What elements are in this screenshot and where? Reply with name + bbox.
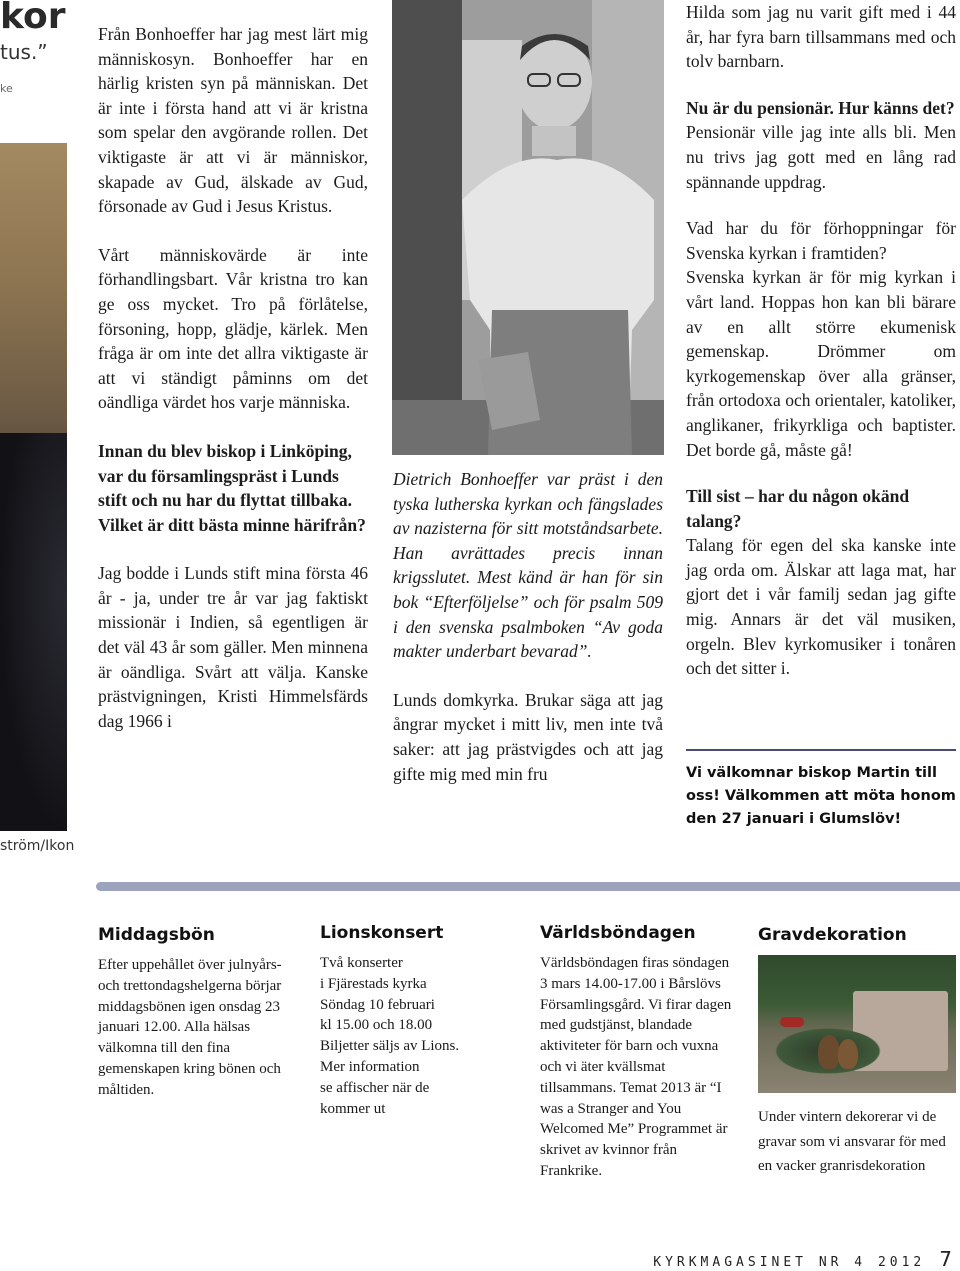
interview-question: Innan du blev biskop i Linköping, var du församlingspräst i Lunds stift och nu har du flyttat tillbaka. Vilket är ditt bästa minne härifrån? <box>98 440 366 535</box>
notice-title: Världsböndagen <box>540 923 696 943</box>
cropped-quote: tus.” <box>0 40 48 64</box>
notice-line: Mer information <box>320 1058 420 1075</box>
notice-text <box>320 953 520 1119</box>
section-separator-bar <box>96 882 960 891</box>
notice-text: Efter uppehållet över julnyårs- och trettondagshelgerna börjar middagsbönen igen onsdag 23 januari 12.00. Alla hälsas välkomna till den fina gemenskapen kring bönen och måltiden. <box>98 957 282 1098</box>
article-column-3 <box>686 0 956 681</box>
notice-line: kommer ut <box>320 1100 386 1117</box>
magazine-issue: KYRKMAGASINET NR 4 2012 <box>653 1255 926 1270</box>
notice-line: se affischer när de <box>320 1079 430 1096</box>
grave-decoration-photo <box>758 955 956 1093</box>
notice-line: kl 15.00 och 18.00 <box>320 1017 433 1034</box>
paragraph: Från Bonhoeffer har jag mest lärt mig människosyn. Bonhoeffer har en härlig kristen syn på människan. Det är inte i första hand att vi är kristna som spelar den avgörande rollen. Det viktigaste är att vi är människor, skapade av Gud, älskade av Gud, försonade av Gud i Jesus Kristus. <box>98 24 368 217</box>
paragraph: Hilda som jag nu varit gift med i 44 år, har fyra barn tillsammans med och tolv barnbarn. <box>686 2 956 72</box>
notice-text: Under vintern dekorerar vi de gravar som vi ansvarar för med en vacker granrisdekoration <box>758 1109 946 1174</box>
divider <box>686 749 956 751</box>
notice-line: Söndag 10 februari <box>320 996 435 1013</box>
interview-question: Till sist – har du någon okänd talang? <box>686 486 910 531</box>
invitation-note: Vi välkomnar biskop Martin till oss! Välkommen att möta honom den 27 januari i Glumslöv! <box>686 765 956 827</box>
paragraph: Lunds domkyrka. Brukar säga att jag ångrar mycket i mitt liv, men inte två saker: att jag prästvigdes och att jag gifte mig med min fru <box>393 689 663 784</box>
cropped-heading: kor <box>0 0 66 37</box>
photo-credit: ström/Ikon <box>0 838 75 854</box>
page-number: 7 <box>939 1247 952 1271</box>
interview-question: Nu är du pensionär. Hur känns det? <box>686 97 955 118</box>
paragraph: Talang för egen del ska kanske inte jag orda om. Älskar att laga mat, har gjort det i vår familj sedan jag gifte mig. Annars är det väl musiken, orgeln. Blev kyrkomusiker i tonåren och det sitter i. <box>686 535 956 679</box>
cropped-byline: ke <box>0 82 13 95</box>
paragraph: Vårt människovärde är inte förhandlingsbart. Vår kristna tro kan ge oss mycket. Tro på förlåtelse, försoning, hopp, glädje, kärlek. Men fråga är om inte det allra viktigaste är att vi ständigt påminns om det oändliga värdet hos varje människa. <box>98 244 368 413</box>
article-column-1 <box>98 22 368 733</box>
photo-caption: Dietrich Bonhoeffer var präst i den tyska lutherska kyrkan och fängslades av nazisterna för sitt motståndsarbete. Han avrättades precis innan krigsslutet. Mest känd är han för sin bok “Efterföljelse” och för psalm 509 i den svenska psalmboken “Av goda makter underbart bevarad”. <box>393 469 663 662</box>
page-footer <box>653 1247 952 1271</box>
bonhoeffer-photo-drawing <box>392 0 664 455</box>
notice-title: Lionskonsert <box>320 923 444 943</box>
notice-line: i Fjärestads kyrka <box>320 975 427 992</box>
article-column-2 <box>393 467 663 804</box>
notice-gravdekoration <box>758 925 958 1179</box>
notice-line: Två konserter <box>320 955 403 971</box>
notice-text: Världsböndagen firas söndagen 3 mars 14.00-17.00 i Bårslövs Församlingsgård. Vi firar dagen med gudstjänst, blandade aktiviteter för barn och vuxna och vi äter kvällsmat tillsammans. Temat 2013 är “I was a Stranger and You Welcomed Me” Programmet är skrivet av kvinnor från Frankrike. <box>540 955 732 1179</box>
notice-title: Gravdekoration <box>758 925 907 945</box>
notice-middagsbon <box>98 925 298 1101</box>
notice-lionskonsert <box>320 923 520 1119</box>
paragraph: Pensionär ville jag inte alls bli. Men nu trivs jag gott med en lång rad spännande uppdrag. <box>686 122 956 192</box>
paragraph: Jag bodde i Lunds stift mina första 46 år - ja, under tre år var jag faktiskt missionär i Indien, så egentligen är det väl 43 år som gäller. Men minnena är oändliga. Svårt att välja. Kanske prästvigningen, Kristi Himmelsfärds dag 1966 i <box>98 563 368 731</box>
notice-title: Middagsbön <box>98 925 215 945</box>
paragraph: Svenska kyrkan är för mig kyrkan i vårt land. Hoppas hon kan bli bärare av en allt större ekumenisk gemenskap. Drömmer om kyrkogemenskap över alla gränser, från ortodoxa och orientaler, katoliker, anglikaner, frikyrkliga och baptister. Det borde gå, måste gå! <box>686 267 956 460</box>
bonhoeffer-photo <box>392 0 664 455</box>
paragraph: Vad har du för förhoppningar för Svenska kyrkan i framtiden? <box>686 218 956 263</box>
portrait-photo <box>0 143 67 831</box>
notice-line: Biljetter säljs av Lions. <box>320 1038 460 1055</box>
notice-varldsbondagen <box>540 923 740 1182</box>
